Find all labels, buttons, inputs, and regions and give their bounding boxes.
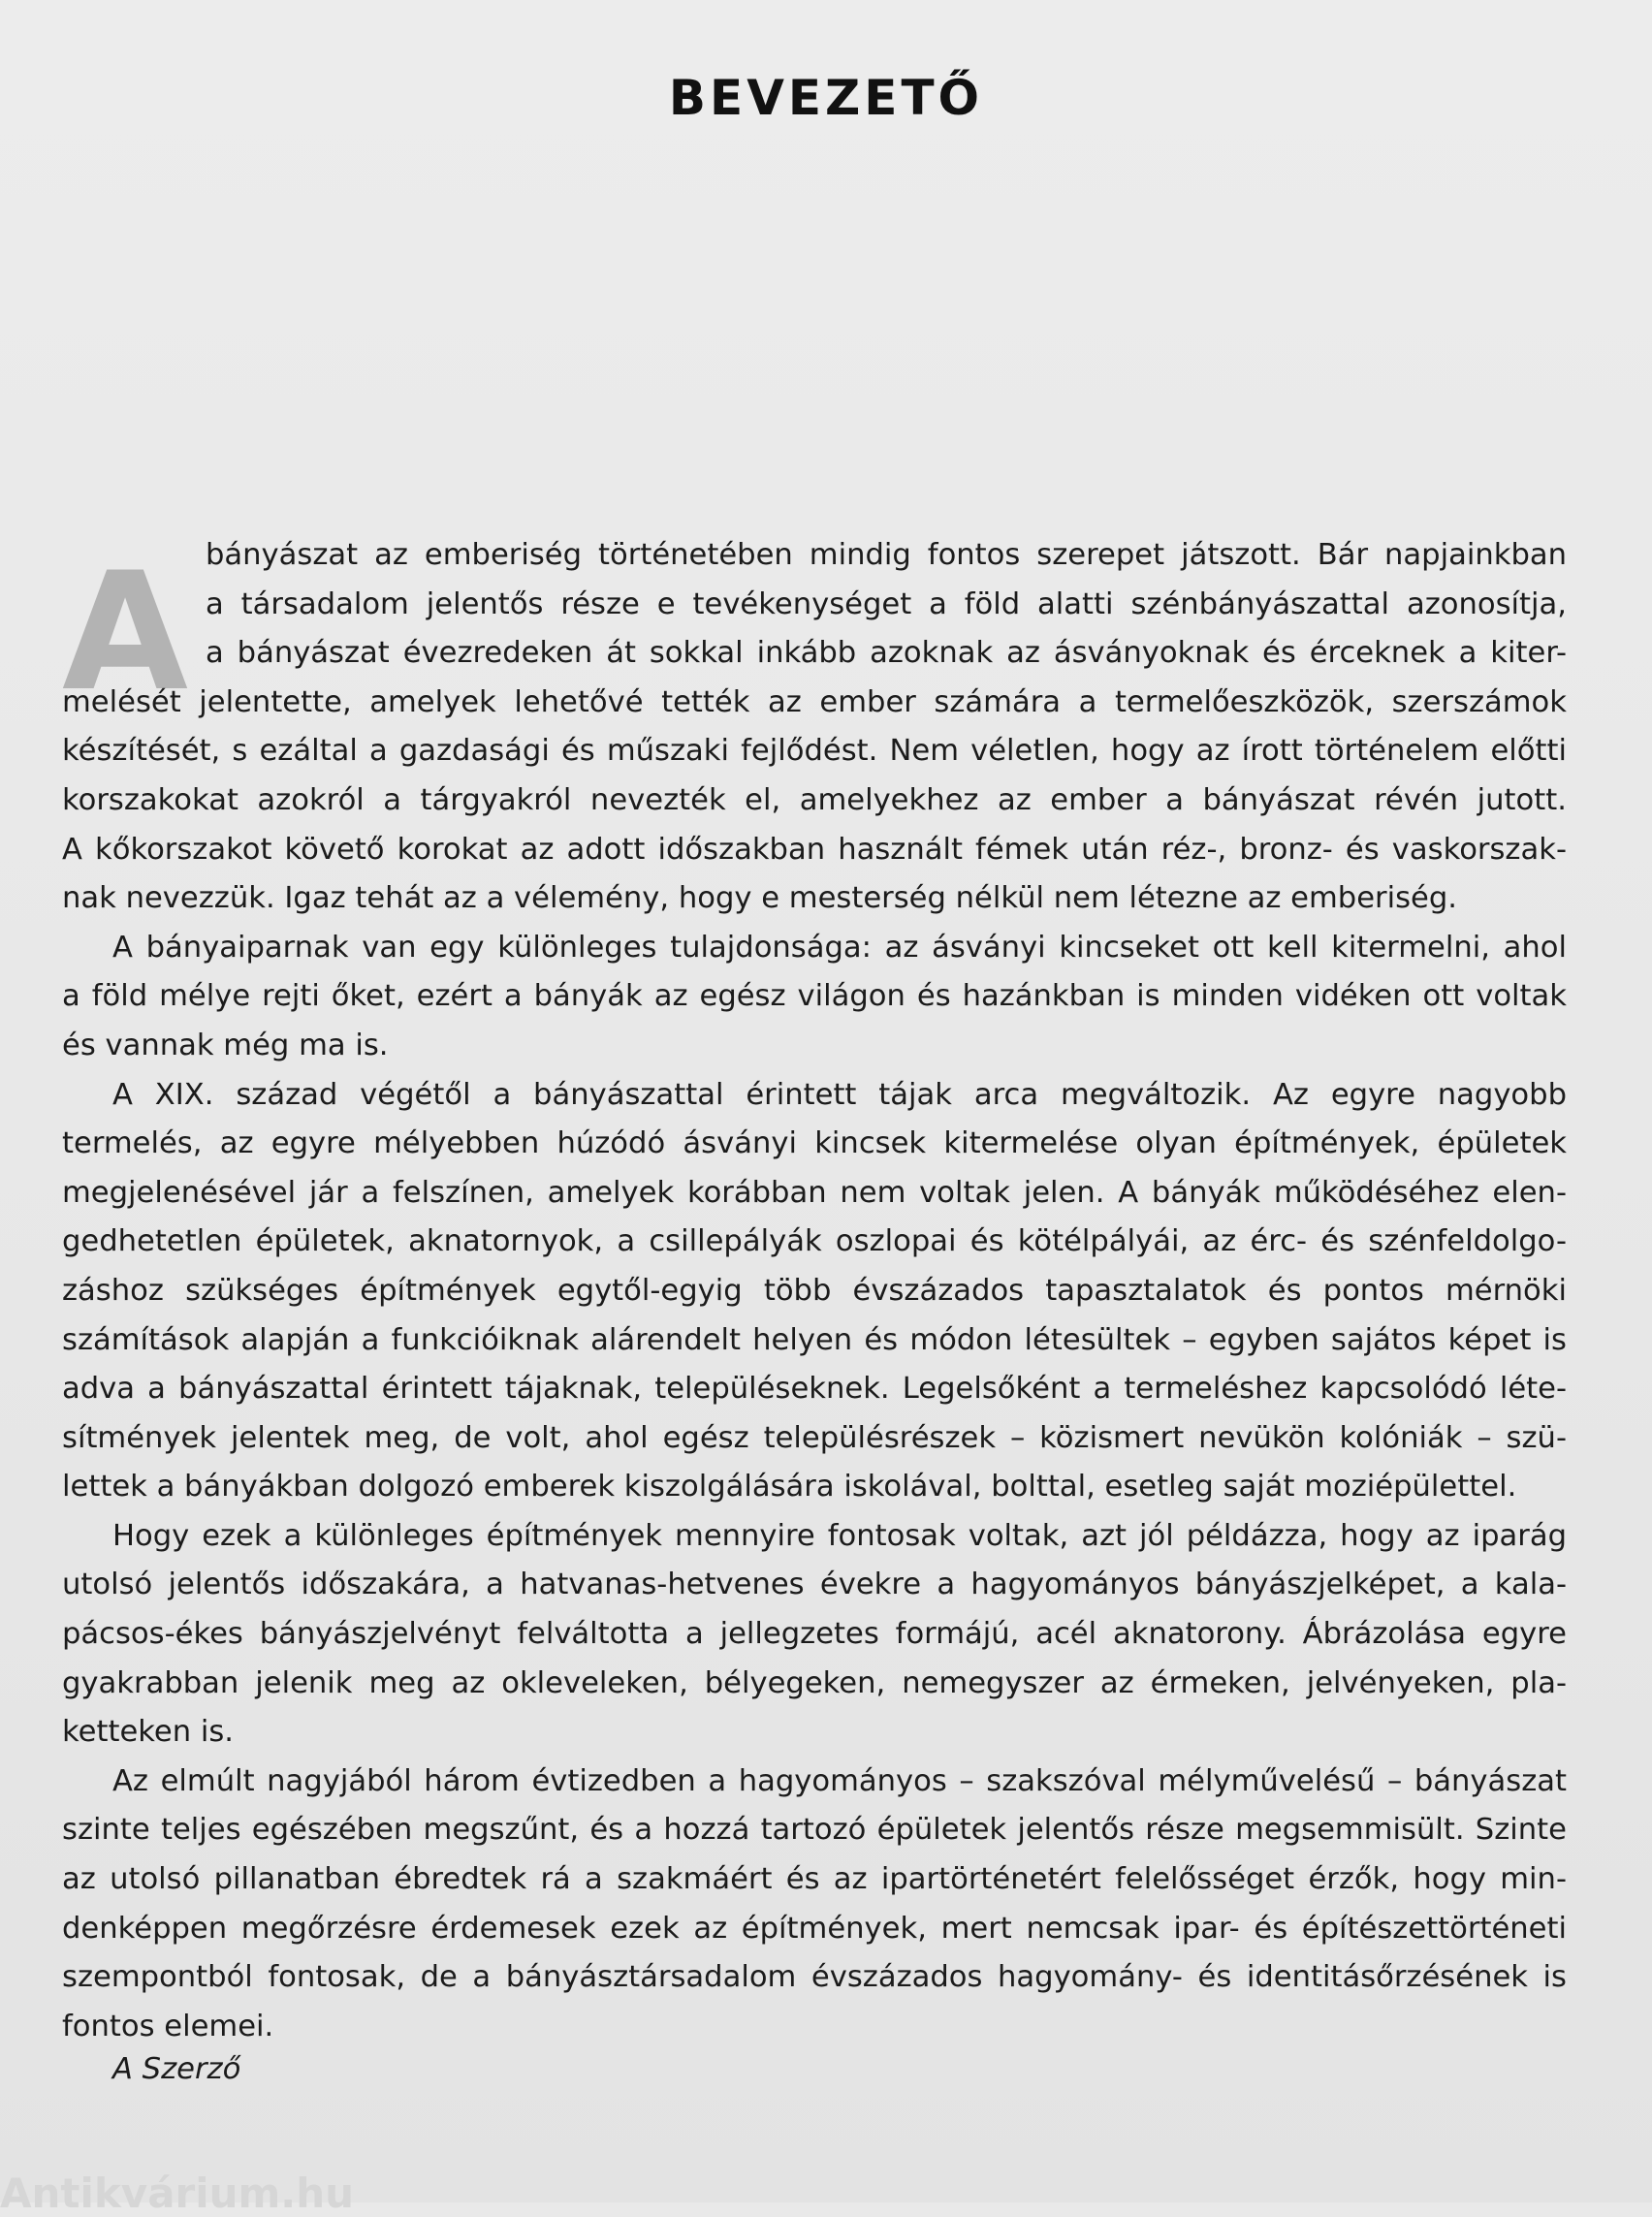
- text-line: nak nevezzük. Igaz tehát az a vélemény, hogy e mesterség nélkül nem létezne az emberiség.: [62, 881, 1457, 916]
- text-line: denképpen megőrzésre érdemesek ezek az építmények, mert nemcsak ipar- és építészettörténeti: [62, 1911, 1567, 1946]
- text-line: A bányaiparnak van egy különleges tulajdonsága: az ásványi kincseket ott kell kitermelni, ahol: [112, 930, 1567, 965]
- text-line: szempontból fontosak, de a bányásztársadalom évszázados hagyomány- és identitásőrzésének is: [62, 1960, 1567, 1995]
- text-line: a társadalom jelentős része e tevékenységet a föld alatti szénbányászattal azonosítja,: [206, 586, 1567, 621]
- text-line: szinte teljes egészében megszűnt, és a hozzá tartozó épületek jelentős része megsemmisült. Szinte: [62, 1813, 1567, 1848]
- text-line: gyakrabban jelenik meg az okleveleken, bélyegeken, nemegyszer az érmeken, jelvényeken, pla-: [62, 1665, 1567, 1700]
- text-line: számítások alapján a funkcióiknak alárendelt helyen és módon létesültek – egyben sajátos képet is: [62, 1322, 1567, 1357]
- text-line: melését jelentette, amelyek lehetővé tették az ember számára a termelőeszközök, szerszámok: [62, 684, 1567, 719]
- text-line: A XIX. század végétől a bányászattal érintett tájak arca megváltozik. Az egyre nagyobb: [112, 1077, 1567, 1112]
- text-line: lettek a bányákban dolgozó emberek kiszolgálására iskolával, bolttal, esetleg saját moziépülettel.: [62, 1470, 1517, 1504]
- text-line: ketteken is.: [62, 1715, 234, 1750]
- text-line: korszakokat azokról a tárgyakról nevezték el, amelyekhez az ember a bányászat révén jutott.: [62, 782, 1567, 817]
- text-line: Hogy ezek a különleges építmények mennyire fontosak voltak, azt jól példázza, hogy az iparág: [112, 1518, 1567, 1553]
- text-line: megjelenésével jár a felszínen, amelyek korábban nem voltak jelen. A bányák működéséhez elen-: [62, 1175, 1567, 1210]
- text-line: sítmények jelentek meg, de volt, ahol egész településrészek – közismert nevükön kolóniák – szü-: [62, 1420, 1567, 1455]
- drop-cap-letter: A: [62, 537, 189, 727]
- text-line: záshoz szükséges építmények egytől-egyig több évszázados tapasztalatok és pontos mérnöki: [62, 1273, 1567, 1308]
- text-line: a bányászat évezredeken át sokkal inkább azoknak az ásványoknak és érceknek a kiter-: [206, 636, 1567, 671]
- text-line: és vannak még ma is.: [62, 1028, 389, 1062]
- text-line: A kőkorszakot követő korokat az adott időszakban használt fémek után réz-, bronz- és vaskorszak-: [62, 832, 1567, 867]
- text-line: a föld mélye rejti őket, ezért a bányák az egész világon és hazánkban is minden vidéken ott voltak: [62, 979, 1567, 1014]
- text-line: utolsó jelentős időszakára, a hatvanas-hetvenes évekre a hagyományos bányászjelképet, a kala-: [62, 1568, 1567, 1602]
- watermark: Antikvárium.hu: [0, 2169, 355, 2217]
- text-line: fontos elemei.: [62, 2009, 274, 2043]
- text-line: készítését, s ezáltal a gazdasági és műszaki fejlődést. Nem véletlen, hogy az írott történelem előtti: [62, 734, 1567, 769]
- body-text: [62, 531, 1567, 2051]
- text-line: gedhetetlen épületek, aknatornyok, a csillepályák oszlopai és kötélpályái, az érc- és szénfeldolgo-: [62, 1224, 1567, 1259]
- text-line: pácsos-ékes bányászjelvényt felváltotta a jellegzetes formájú, acél aknatorony. Ábrázolása egyre: [62, 1617, 1567, 1652]
- author-signature: A Szerző: [112, 2052, 241, 2086]
- text-line: adva a bányászattal érintett tájaknak, településeknek. Legelsőként a termeléshez kapcsolódó léte-: [62, 1372, 1567, 1407]
- text-line: Az elmúlt nagyjából három évtizedben a hagyományos – szakszóval mélyművelésű – bányászat: [112, 1763, 1567, 1798]
- text-line: termelés, az egyre mélyebben húzódó ásványi kincsek kitermelése olyan építmények, épületek: [62, 1126, 1567, 1161]
- page-title: BEVEZETŐ: [668, 70, 984, 126]
- text-line: bányászat az emberiség történetében mindig fontos szerepet játszott. Bár napjainkban: [206, 538, 1567, 572]
- text-line: az utolsó pillanatban ébredtek rá a szakmáért és az ipartörténetért felelősséget érzők, hogy min-: [62, 1862, 1567, 1897]
